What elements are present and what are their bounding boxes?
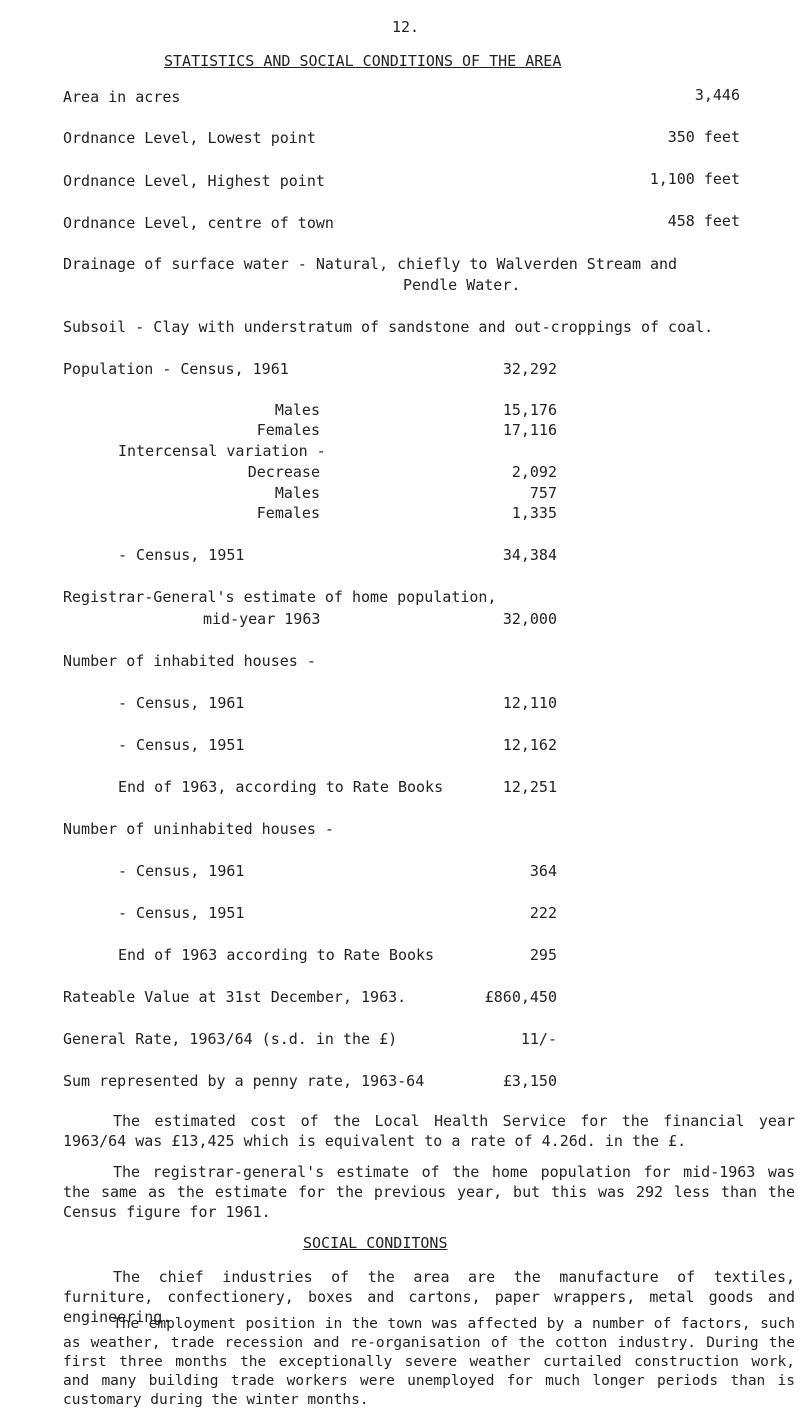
intercensal-label: Intercensal variation -	[118, 442, 326, 460]
area-label: Area in acres	[63, 88, 181, 106]
estimate-value: 32,000	[502, 610, 557, 628]
males-label: Males	[274, 401, 320, 419]
decrease-value: 2,092	[511, 463, 557, 481]
inhabited-row-label: End of 1963, according to Rate Books	[118, 778, 444, 796]
uninhabited-row-value: 222	[529, 904, 557, 922]
lowest-point-value: 350 feet	[667, 128, 740, 146]
decrease-label: Decrease	[247, 463, 320, 481]
inhabited-row-value: 12,110	[502, 694, 557, 712]
drainage-line-1: Drainage of surface water - Natural, chiefly to Walverden Stream and	[63, 255, 678, 273]
males-value: 15,176	[502, 401, 557, 419]
highest-point-value: 1,100 feet	[649, 170, 740, 188]
drainage-line-2: Pendle Water.	[403, 276, 521, 294]
industries-paragraph: The chief industries of the area are the manufacture of textiles, furniture, confectionery, boxes and cartons, paper wrappers, metal goods and engineering.	[63, 1268, 795, 1326]
subsoil-text: Subsoil - Clay with understratum of sandstone and out-croppings of coal.	[63, 318, 714, 336]
inhabited-row-value: 12,162	[502, 736, 557, 754]
inhabited-row-value: 12,251	[502, 778, 557, 796]
social-conditions-heading: SOCIAL CONDITONS	[303, 1234, 448, 1252]
general-rate-label: General Rate, 1963/64 (s.d. in the £)	[63, 1030, 398, 1048]
inhabited-heading: Number of inhabited houses -	[63, 652, 316, 670]
lowest-point-label: Ordnance Level, Lowest point	[63, 129, 316, 147]
population-1951-value: 34,384	[502, 546, 557, 564]
population-1961-value: 32,292	[502, 360, 557, 378]
penny-rate-label: Sum represented by a penny rate, 1963-64	[63, 1072, 425, 1090]
uninhabited-heading: Number of uninhabited houses -	[63, 820, 334, 838]
page-number: 12.	[392, 18, 420, 36]
estimate-paragraph: The registrar-general's estimate of the home population for mid-1963 was the same as the estimate for the previous year, but this was 292 less than the Census figure for 1961.	[63, 1163, 795, 1221]
females-label: Females	[256, 421, 320, 439]
highest-point-label: Ordnance Level, Highest point	[63, 172, 325, 190]
uninhabited-row-label: - Census, 1961	[118, 862, 245, 880]
centre-town-label: Ordnance Level, centre of town	[63, 214, 334, 232]
decrease-females-value: 1,335	[511, 504, 557, 522]
estimate-line-1: Registrar-General's estimate of home population,	[63, 588, 497, 606]
general-rate-amount: 11/-	[520, 1030, 557, 1048]
decrease-males-value: 757	[529, 484, 557, 502]
population-1951-label: - Census, 1951	[118, 546, 245, 564]
uninhabited-row-label: End of 1963 according to Rate Books	[118, 946, 435, 964]
decrease-males-label: Males	[274, 484, 320, 502]
decrease-females-label: Females	[256, 504, 320, 522]
population-1961-label: Population - Census, 1961	[63, 360, 289, 378]
uninhabited-row-value: 364	[529, 862, 557, 880]
inhabited-row-label: - Census, 1961	[118, 694, 245, 712]
uninhabited-row-label: - Census, 1951	[118, 904, 245, 922]
uninhabited-row-value: 295	[529, 946, 557, 964]
rateable-value-label: Rateable Value at 31st December, 1963.	[63, 988, 407, 1006]
rateable-value-amount: £860,450	[484, 988, 557, 1006]
females-value: 17,116	[502, 421, 557, 439]
area-value: 3,446	[694, 86, 740, 104]
estimate-line-2: mid-year 1963	[203, 610, 321, 628]
penny-rate-amount: £3,150	[502, 1072, 557, 1090]
employment-paragraph: The employment position in the town was affected by a number of factors, such as weather, trade recession and re-organisation of the cotton industry. During the first three months the exceptionally severe weather curtailed construction work, and many building trade workers were unemployed for much longer periods than is customary during the winter months.	[63, 1316, 795, 1408]
centre-town-value: 458 feet	[667, 212, 740, 230]
cost-paragraph: The estimated cost of the Local Health Service for the financial year 1963/64 was £13,425 which is equivalent to a rate of 4.26d. in the £.	[63, 1112, 795, 1150]
page-title: STATISTICS AND SOCIAL CONDITIONS OF THE AREA	[164, 52, 562, 70]
inhabited-row-label: - Census, 1951	[118, 736, 245, 754]
